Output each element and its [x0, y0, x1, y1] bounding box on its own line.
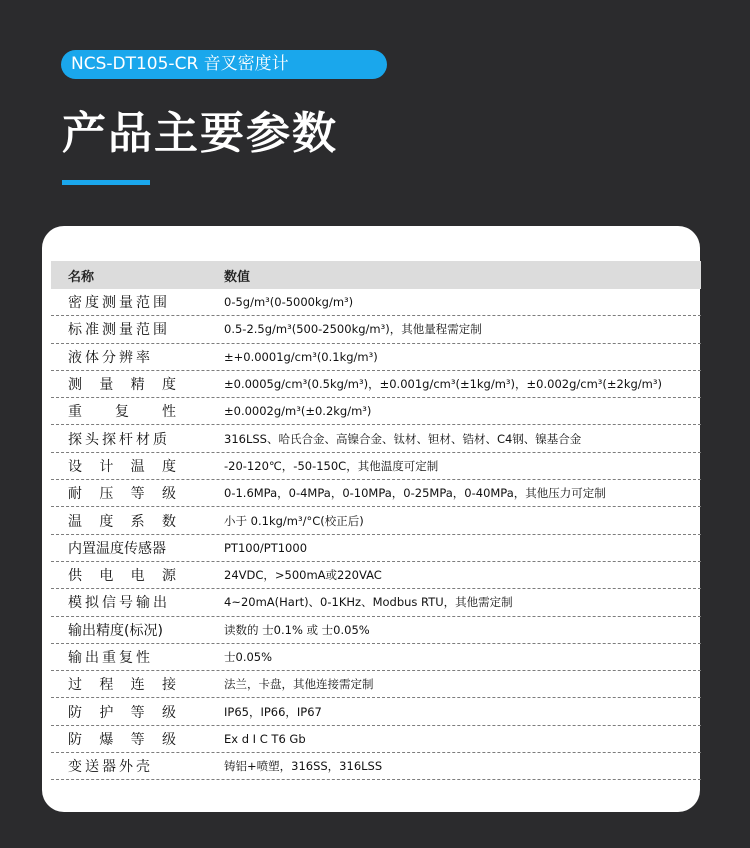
page-title: 产品主要参数	[62, 108, 338, 159]
param-name-label: 变送器外壳	[68, 759, 153, 776]
table-row	[51, 453, 701, 480]
param-value: 316LSS、哈氏合金、高镍合金、钛材、钽材、锆材、C4钢、镍基合金	[224, 431, 582, 446]
param-name	[51, 456, 224, 476]
param-name	[51, 429, 224, 449]
param-value: ±0.0005g/cm³(0.5kg/m³)，±0.001g/cm³(±1kg/m³)，±0.002g/cm³(±2kg/m³)	[224, 377, 662, 392]
param-value: ±0.0002g/m³(±0.2kg/m³)	[224, 404, 372, 419]
param-name	[51, 729, 224, 749]
table-body	[51, 289, 701, 780]
param-name-label: 过 程 连 接	[68, 677, 176, 694]
param-value: Ex d I C T6 Gb	[224, 731, 306, 746]
param-name	[51, 401, 224, 421]
table-row	[51, 398, 701, 425]
table-row	[51, 671, 701, 698]
param-name-label: 设 计 温 度	[68, 458, 176, 475]
param-name-label: 重 复 性	[68, 404, 176, 421]
param-value: 24VDC，>500mA或220VAC	[224, 568, 382, 583]
table-row	[51, 698, 701, 725]
title-underline	[62, 180, 150, 185]
param-name	[51, 347, 224, 367]
param-value: 0.5-2.5g/m³(500-2500kg/m³)，其他量程需定制	[224, 322, 482, 337]
table-row	[51, 562, 701, 589]
param-name	[51, 483, 224, 503]
param-value: ±+0.0001g/cm³(0.1kg/m³)	[224, 349, 378, 364]
param-value: 0-5g/m³(0-5000kg/m³)	[224, 295, 354, 310]
param-name-label: 防 护 等 级	[68, 704, 176, 721]
spec-table	[51, 261, 701, 780]
param-name	[51, 319, 224, 339]
table-row	[51, 726, 701, 753]
param-name-label: 耐 压 等 级	[68, 486, 176, 503]
param-value: -20-120℃，-50-150C，其他温度可定制	[224, 458, 439, 473]
param-value: PT100/PT1000	[224, 540, 308, 555]
table-row	[51, 617, 701, 644]
param-name	[51, 592, 224, 612]
table-row	[51, 535, 701, 562]
param-value: 读数的 士0.1% 或 士0.05%	[224, 622, 370, 637]
table-row	[51, 371, 701, 398]
table-row	[51, 289, 701, 316]
param-value: 铸铝+喷塑，316SS，316LSS	[224, 759, 383, 774]
table-row	[51, 753, 701, 780]
param-value: 小于 0.1kg/m³/°C(校正后)	[224, 513, 364, 528]
param-value: 4~20mA(Hart)、0-1KHz、Modbus RTU，其他需定制	[224, 595, 513, 610]
param-name	[51, 647, 224, 667]
param-name-label: 液体分辨率	[68, 349, 153, 366]
param-name-label: 输出精度(标况)	[68, 622, 163, 639]
param-value: 0-1.6MPa，0-4MPa，0-10MPa，0-25MPa，0-40MPa，其他压力可定制	[224, 486, 606, 501]
table-row	[51, 425, 701, 452]
param-value: 法兰，卡盘，其他连接需定制	[224, 677, 374, 692]
table-row	[51, 316, 701, 343]
param-name	[51, 565, 224, 585]
param-name-label: 密度测量范围	[68, 295, 170, 312]
param-name	[51, 620, 224, 640]
param-name	[51, 674, 224, 694]
param-name	[51, 702, 224, 722]
param-name-label: 标准测量范围	[68, 322, 170, 339]
param-name-label: 供 电 电 源	[68, 568, 176, 585]
column-header-value: 数值	[224, 269, 251, 285]
param-name	[51, 511, 224, 531]
column-header-name: 名称	[68, 269, 95, 285]
param-name-label: 防 爆 等 级	[68, 731, 176, 748]
param-name	[51, 756, 224, 776]
param-name-label: 输出重复性	[68, 650, 153, 666]
table-row	[51, 589, 701, 616]
param-name-label: 测 量 精 度	[68, 377, 176, 394]
model-label: NCS-DT105-CR 音叉密度计	[61, 50, 387, 79]
table-row	[51, 344, 701, 371]
param-name-label: 内置温度传感器	[68, 540, 166, 557]
param-name	[51, 538, 224, 558]
param-value: IP65，IP66，IP67	[224, 704, 322, 719]
table-row	[51, 480, 701, 507]
param-name-label: 探头探杆材质	[68, 431, 170, 448]
param-name-label: 温 度 系 数	[68, 513, 176, 530]
table-row	[51, 507, 701, 534]
param-name	[51, 292, 224, 312]
param-name	[51, 374, 224, 394]
table-row	[51, 644, 701, 671]
spec-card	[42, 226, 700, 812]
table-header-row	[51, 261, 701, 289]
param-name-label: 模拟信号输出	[68, 595, 170, 612]
param-value: 士0.05%	[224, 650, 273, 664]
